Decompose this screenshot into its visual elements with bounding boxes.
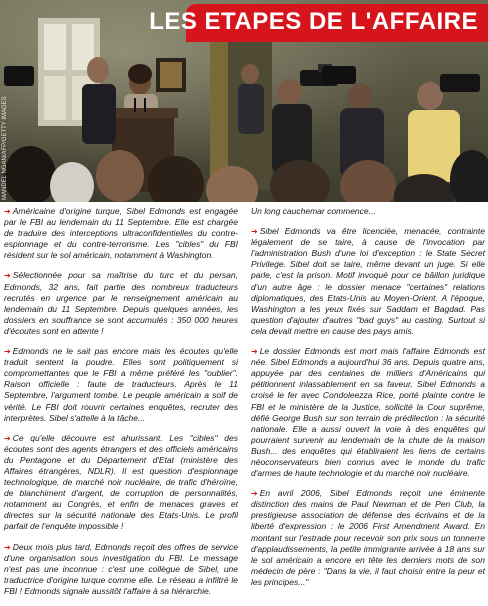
photo-credit-text: MANDEL NGAN/AFP/GETTY IMAGES: [2, 96, 8, 200]
arrow-icon: ➔: [251, 227, 258, 237]
arrow-icon: ➔: [4, 347, 11, 357]
paragraph-text: Ce qu'elle découvre est ahurissant. Les "cibles" des écoutes sont des agents étrangers et des officiels américains du Pentagone et du Département d'Etat (ministère des Affaires étrangères, NDLR). Il est question d'espionnage technologique, de marché noir nucléaire, de trafic d'héroïne, de blanchiment d'argent, de corruption de personnalités, notamment au Congrès, et enfin de menaces graves et directes sur la sécurité nationale des Etats-Unis. Le profil parfait de l'enquête impossible !: [4, 432, 238, 532]
arrow-icon: ➔: [251, 347, 258, 357]
timeline-paragraph: [251, 346, 485, 479]
paragraph-text: Américaine d'origine turque, Sibel Edmonds est engagée par le FBI au lendemain du 11 Septembre. Elle est chargée de traduire des interceptions ultraconfidentielles du contre-espionnage et du contre-terrorisme. Les "cibles" du FBI résident sur le sol américain, notamment à Washington.: [4, 206, 238, 261]
timeline-paragraph: [4, 433, 238, 533]
timeline-paragraph: [4, 206, 238, 261]
paragraph-text: Edmonds ne le sait pas encore mais les écoutes qu'elle traduit sentent la poudre. Elles sont politiquement si compromettantes que le FBI a même préféré les "oublier". Raison officielle : faute de traducteurs. Après le 11 Septembre, l'argument tombe. Le peuple américain a soif de vérité. Le FBI doit rouvrir certaines enquêtes, recruter des interprètes. Sibel s'attelle à la tâche...: [4, 346, 238, 423]
timeline-paragraph: [4, 270, 238, 337]
paragraph-text: Sibel Edmonds va être licenciée, menacée, contrainte légalement de se taire, à cause de l'invocation par l'administration Bush d'une loi d'exception : le State Secret Privilege. Sibel doit se taire, même devant un juge. Si elle parle, c'est la prison. Motif invoqué pour ce bâillon juridique d'un autre âge : le dossier menace "certaines" relations diplomatiques, des Etats-Unis au Moyen-Orient. A l'époque, Washington a les yeux fixés sur Saddam et Bagdad. Pas question d'ajouter d'autres "bad guys" au casting. Surtout si cela devait mettre en cause des pays amis.: [251, 226, 485, 336]
timeline-paragraph: [4, 346, 238, 424]
timeline-paragraph: [4, 542, 238, 597]
press-conference-photo: [0, 0, 488, 202]
paragraph-text: En avril 2006, Sibel Edmonds reçoit une éminente distinction des mains de Paul Newman et de Pen Club, la prestigieuse association de défense des écrivains et de la liberté d'expression : le 2006 First Amendment Award. En montant sur l'estrade pour recevoir son prix sous un tonnerre d'applaudissements, la petite immigrante arrivée à 18 ans sur le sol américain a encore en tête les derniers mots de son médecin de père : "Dans la vie, il faut choisir entre la peur et les principes...": [251, 488, 485, 587]
arrow-icon: ➔: [4, 207, 11, 216]
timeline-paragraph: [251, 206, 485, 217]
paragraph-text: Le dossier Edmonds est mort mais l'affaire Edmonds est née. Sibel Edmonds a aujourd'hui 36 ans. Depuis quatre ans, appuyée par des centaines de milliers d'Américains qui pétitionnent inlassablement en sa faveur, Sibel Edmonds a croisé le fer avec Condoleezza Rice, porté plainte contre le FBI et le ministère de la Justice, sollicité la Cour suprême, défié George Bush sur son terrain de prédilection : la sécurité nationale. Elle a aussi ouvert la voie à des enquêtes qui pourraient survenir au lendemain de la chute de la maison Bush... des enquêtes qui établiraient les liens de certains néoconservateurs bien connus avec le monde du trafic d'armes de haute technologie et du marché noir nucléaire.: [251, 346, 485, 479]
right-column: [251, 206, 485, 597]
paragraph-text: Sélectionnée pour sa maîtrise du turc et du persan, Edmonds, 32 ans, fait partie des nombreux traducteurs recrutés en urgence par le renseignement américain au lendemain du 11 Septembre. Depuis quelques années, les dossiers en souffrance se sont accumulés : 350 000 heures d'écoutes sont en attente !: [4, 270, 238, 336]
timeline-paragraph: [251, 488, 485, 588]
arrow-icon: ➔: [4, 271, 11, 281]
article-body: [0, 206, 488, 599]
photo-credit: [2, 96, 10, 200]
timeline-paragraph: [251, 226, 485, 337]
arrow-icon: ➔: [4, 542, 11, 552]
title-banner: [149, 4, 488, 42]
left-column: [4, 206, 238, 606]
arrow-icon: ➔: [251, 489, 258, 499]
paragraph-text: Deux mois plus tard, Edmonds reçoit des offres de service d'une organisation sous investigation du FBI. Le message n'est pas une inconnue : c'est une collègue de Sibel, une traductrice d'origine turque comme elle. Le réseau a infiltré le FBI ! Edmonds signale aussitôt l'affaire à sa hiérarchie.: [4, 541, 238, 596]
banner-title: LES ETAPES DE L'AFFAIRE: [149, 8, 478, 35]
arrow-icon: ➔: [4, 433, 11, 443]
paragraph-text: Un long cauchemar commence...: [251, 206, 376, 216]
